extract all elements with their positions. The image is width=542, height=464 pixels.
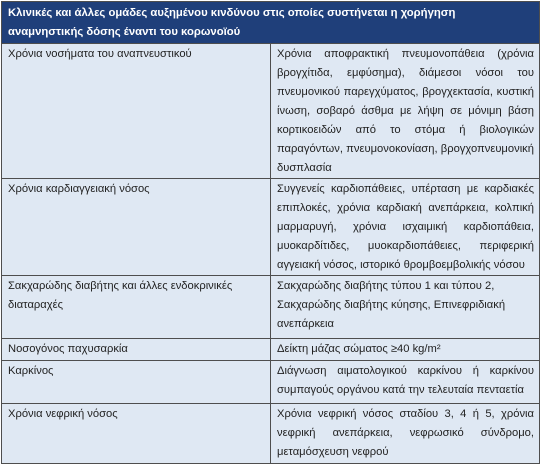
row-details-diabetes: Σακχαρώδης διαβήτης τύπου 1 και τύπου 2, Σακχαρώδης διαβήτης κύησης, Επινεφριδιακή ανεπάρκεια [271,276,540,339]
risk-groups-table [1,1,540,464]
row-details-renal: Χρόνια νεφρική νόσος σταδίου 3, 4 ή 5, χρόνια νεφρική ανεπάρκεια, νεφρωσικό σύνδρομο, μεταμόσχευση νεφρού [271,404,540,464]
row-details-respiratory: Χρόνια αποφρακτική πνευμονοπάθεια (χρόνια βρογχίτιδα, εμφύσημα), διάμεσοι νόσοι του πνευμονικού παρεγχύματος, βρογχεκτασία, κυστική ίνωση, σοβαρό άσθμα με λήψη σε μόνιμη βάση κορτικοειδών από το στόμα ή βιολογικών παραγόντων, πνευμονοκονίαση, βρογχοπνευμονική δυσπλασία [271,44,540,179]
table-row [2,404,540,464]
table-header: Κλινικές και άλλες ομάδες αυξημένου κινδύνου στις οποίες συστήνεται η χορήγηση αναμνηστικής δόσης έναντι του κορωνοϊού [2,2,540,44]
row-group-renal: Χρόνια νεφρική νόσος [2,404,271,464]
row-group-respiratory: Χρόνια νοσήματα του αναπνευστικού [2,44,271,179]
table-row [2,44,540,179]
table-row [2,276,540,339]
table-header-row [2,2,540,44]
table-row [2,179,540,276]
table-row [2,339,540,361]
row-details-cancer: Διάγνωση αιματολογικού καρκίνου ή καρκίνου συμπαγούς οργάνου κατά την τελευταία πενταετία [271,361,540,404]
row-group-obesity: Νοσογόνος παχυσαρκία [2,339,271,361]
row-group-diabetes: Σακχαρώδης διαβήτης και άλλες ενδοκρινικές διαταραχές [2,276,271,339]
row-details-cardiovascular: Συγγενείς καρδιοπάθειες, υπέρταση με καρδιακές επιπλοκές, χρόνια καρδιακή ανεπάρκεια, κολπική μαρμαρυγή, χρόνια ισχαιμική καρδιοπάθεια, μυοκαρδίτιδες, μυοκαρδιοπάθειες, περιφερική αγγειακή νόσος, ιστορικό θρομβοεμβολικής νόσου [271,179,540,276]
row-details-obesity: Δείκτη μάζας σώματος ≥40 kg/m² [271,339,540,361]
row-group-cardiovascular: Χρόνια καρδιαγγειακή νόσος [2,179,271,276]
row-group-cancer: Καρκίνος [2,361,271,404]
table-row [2,361,540,404]
